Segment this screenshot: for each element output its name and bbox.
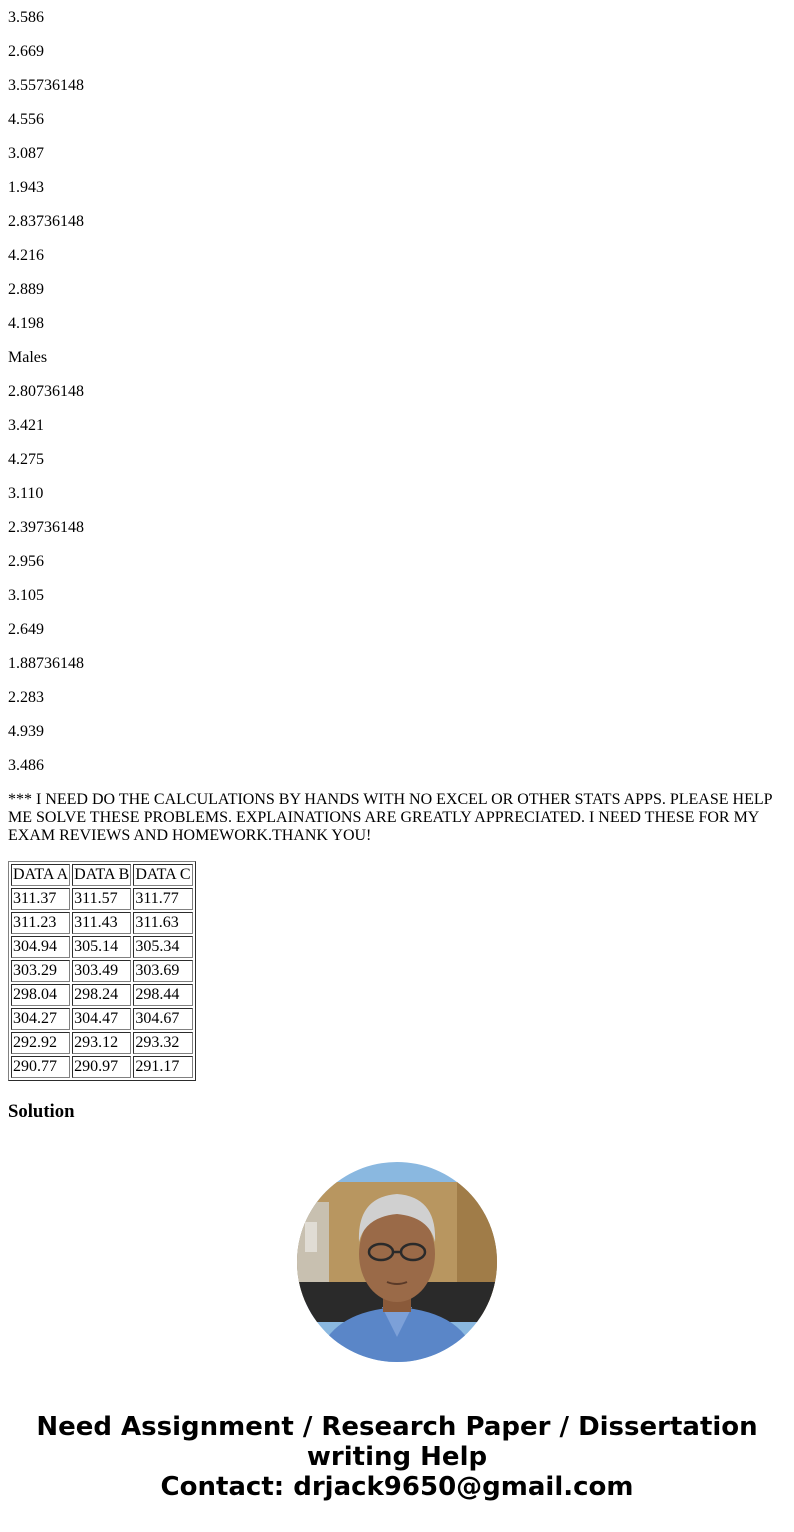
table-cell: 298.04 <box>11 984 70 1006</box>
value-item: 2.283 <box>8 689 44 706</box>
value-item: 2.39736148 <box>8 519 84 536</box>
table-cell: 311.23 <box>11 912 70 934</box>
table-cell: 311.57 <box>72 888 131 910</box>
avatar <box>297 1162 497 1362</box>
data-table <box>8 861 196 1081</box>
value-item: 3.110 <box>8 485 44 502</box>
table-cell: 291.17 <box>133 1056 192 1078</box>
table-cell: 311.77 <box>133 888 192 910</box>
table-cell: 298.24 <box>72 984 131 1006</box>
column-header-data-b: DATA B <box>72 864 131 886</box>
table-cell: 305.34 <box>133 936 192 958</box>
table-cell: 305.14 <box>72 936 131 958</box>
group-label: Males <box>8 349 48 366</box>
table-row <box>11 1008 193 1030</box>
value-item: 2.649 <box>8 621 44 638</box>
table-row <box>11 984 193 1006</box>
table-cell: 293.32 <box>133 1032 192 1054</box>
table-row <box>11 936 193 958</box>
values-list <box>8 9 786 775</box>
table-header-row <box>11 864 193 886</box>
value-item: 3.55736148 <box>8 77 84 94</box>
table-cell: 292.92 <box>11 1032 70 1054</box>
table-cell: 298.44 <box>133 984 192 1006</box>
table-cell: 303.69 <box>133 960 192 982</box>
value-item: 3.421 <box>8 417 44 434</box>
table-cell: 290.77 <box>11 1056 70 1078</box>
value-item: 2.83736148 <box>8 213 84 230</box>
table-cell: 290.97 <box>72 1056 131 1078</box>
table-cell: 311.43 <box>72 912 131 934</box>
value-item: 4.939 <box>8 723 44 740</box>
table-cell: 304.67 <box>133 1008 192 1030</box>
table-cell: 293.12 <box>72 1032 131 1054</box>
value-item: 2.956 <box>8 553 44 570</box>
table-row <box>11 960 193 982</box>
footer-line-contact: Contact: drjack9650@gmail.com <box>160 1472 634 1502</box>
value-item: 2.80736148 <box>8 383 84 400</box>
value-item: 3.586 <box>8 9 44 26</box>
document-body <box>0 9 794 1123</box>
table-body <box>11 888 193 1078</box>
value-item: 4.198 <box>8 315 44 332</box>
value-item: 3.105 <box>8 587 44 604</box>
value-item: 4.275 <box>8 451 44 468</box>
value-item: 4.556 <box>8 111 44 128</box>
value-item: 1.943 <box>8 179 44 196</box>
value-item: 3.486 <box>8 757 44 774</box>
value-item: 4.216 <box>8 247 44 264</box>
value-item: 2.669 <box>8 43 44 60</box>
solution-heading: Solution <box>8 1101 75 1122</box>
table-row <box>11 888 193 910</box>
column-header-data-c: DATA C <box>133 864 192 886</box>
table-cell: 304.47 <box>72 1008 131 1030</box>
value-item: 1.88736148 <box>8 655 84 672</box>
table-cell: 311.37 <box>11 888 70 910</box>
table-cell: 303.29 <box>11 960 70 982</box>
table-row <box>11 912 193 934</box>
table-row <box>11 1032 193 1054</box>
table-cell: 304.27 <box>11 1008 70 1030</box>
avatar-image <box>297 1162 497 1362</box>
table-row <box>11 1056 193 1078</box>
value-item: 3.087 <box>8 145 44 162</box>
value-item: 2.889 <box>8 281 44 298</box>
request-note: *** I NEED DO THE CALCULATIONS BY HANDS WITH NO EXCEL OR OTHER STATS APPS. PLEASE HELP ME SOLVE THESE PROBLEMS. EXPLAINATIONS ARE GREATLY APPRECIATED. I NEED THESE FOR MY EXAM REVIEWS AND HOMEWORK.THANK YOU! <box>8 791 772 844</box>
column-header-data-a: DATA A <box>11 864 70 886</box>
contact-footer <box>0 1412 794 1502</box>
footer-line-help: Need Assignment / Research Paper / Dissertation writing Help <box>36 1412 758 1472</box>
table-cell: 303.49 <box>72 960 131 982</box>
table-cell: 304.94 <box>11 936 70 958</box>
table-cell: 311.63 <box>133 912 192 934</box>
